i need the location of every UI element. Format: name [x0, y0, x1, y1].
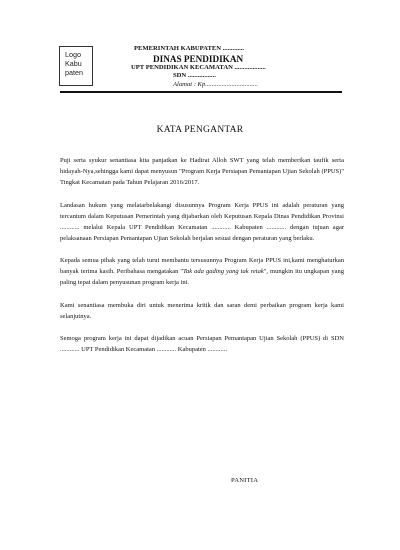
logo-text-line: paten	[65, 68, 83, 77]
paragraph-feedback: Kami senantiasa membuka diri untuk menerima kritik dan saran demi perbaikan program kerja kami selanjutnya.	[60, 301, 344, 320]
letterhead-government: PEMERINTAH KABUPATEN .............	[134, 45, 245, 52]
signature-committee: PANITIA	[231, 477, 259, 484]
logo-text-line: Logo	[65, 50, 81, 59]
paragraph-opening: Puji serta syukur senantiasa kita panjatkan ke Hadirat Alloh SWT yang telah memberikan taufik serta hidayah-Nya,sehingga kami dapat menyusun "Program Kerja Persiapan Pemantapan Ujian Sekolah (PPUS)" Tingkat Kecamatan pada Tahun Pelajaran 2016/2017.	[60, 157, 344, 187]
paragraph-closing: Semoga program kerja ini dapat dijadikan acuan Persiapan Pemantapan Ujian Sekolah (PPUS) di SDN ............ UPT Pendidikan Kecamatan ............ Kabupaten ............	[60, 335, 344, 354]
page-title: KATA PENGANTAR	[156, 124, 244, 135]
letterhead-school: SDN .................	[173, 72, 216, 80]
logo-text-line: Kabu	[65, 59, 82, 68]
paragraph-thanks-text: Kepada semua pihak yang telah turut membantu tersusunnya Program Kerja PPUS ini,kami menghaturkan banyak terima kasih. Peribahasa mengatakan "	[60, 257, 344, 276]
logo-placeholder	[59, 46, 93, 86]
paragraph-thanks-text-end: ", mungkin itu ungkapan yang paling tepat dalam penyusunan program kerja ini.	[60, 268, 344, 287]
paragraph-thanks	[60, 255, 344, 288]
letterhead-divider	[60, 91, 342, 93]
proverb-text: Tak ada gading yang tak retak	[183, 268, 264, 276]
letterhead	[100, 45, 350, 89]
paragraph-legal-basis: Landasan hukum yang melatarbelakangi disusunnya Program Kerja PPUS ini adalah peraturan yang tercantum dalam Keputusan Pemerintah yang dijabarkan oleh Keputusan Kepala Dinas Pendidikan Provinsi ............ melalui Kepala UPT Pendidikan Kecamatan ............ Kabupaten ............ dengan tujuan agar pelaksanaan Persiapan Pemantapan Ujian Sekolah berjalan sesuai dengan peraturan yang berlaku.	[60, 201, 344, 242]
letterhead-district-office: UPT PENDIDIKAN KECAMATAN ...................	[131, 63, 266, 71]
letterhead-address: Alamat : Kp................................	[173, 80, 258, 88]
document-body	[60, 155, 344, 367]
letterhead-department: DINAS PENDIDIKAN	[153, 53, 244, 64]
